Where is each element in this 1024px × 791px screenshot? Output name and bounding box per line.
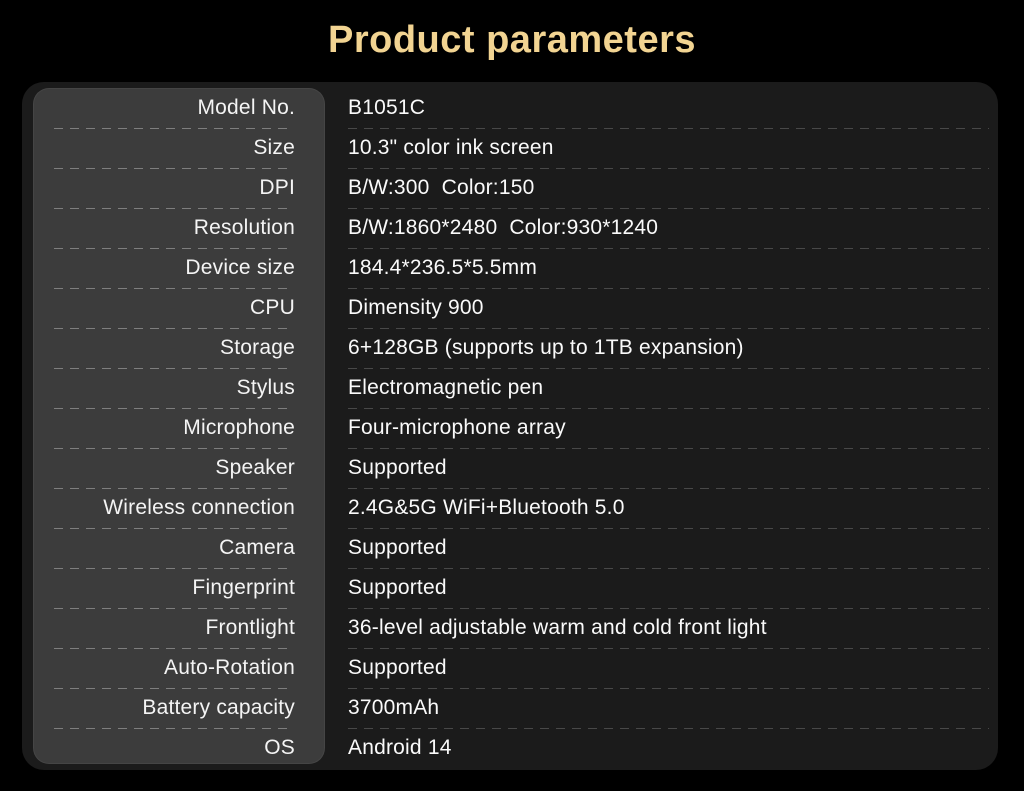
table-row <box>22 568 998 608</box>
row-value: Electromagnetic pen <box>348 376 544 399</box>
row-label: Fingerprint <box>192 576 295 599</box>
table-row <box>22 128 998 168</box>
row-label: Stylus <box>236 376 295 399</box>
table-row <box>22 488 998 528</box>
row-label: Device size <box>185 256 295 279</box>
table-row <box>22 288 998 328</box>
row-value: Dimensity 900 <box>348 296 484 319</box>
row-label: Size <box>253 136 295 159</box>
row-value: 3700mAh <box>348 696 440 719</box>
row-label: Auto-Rotation <box>163 656 295 679</box>
table-row <box>22 688 998 728</box>
table-row <box>22 408 998 448</box>
row-value: Supported <box>348 656 447 679</box>
row-value: 10.3" color ink screen <box>348 136 554 159</box>
row-label: Model No. <box>197 96 295 119</box>
page-title: Product parameters <box>327 19 696 61</box>
row-value: 2.4G&5G WiFi+Bluetooth 5.0 <box>348 496 625 519</box>
spec-table <box>22 88 998 768</box>
row-value: Four-microphone array <box>348 416 566 439</box>
row-value: Supported <box>348 456 447 479</box>
row-label: Resolution <box>193 216 295 239</box>
table-row <box>22 208 998 248</box>
row-label: Wireless connection <box>103 496 295 519</box>
table-row <box>22 248 998 288</box>
row-label: OS <box>264 736 295 759</box>
row-label: DPI <box>259 176 295 199</box>
row-value: Android 14 <box>348 736 452 759</box>
row-value: B/W:1860*2480 Color:930*1240 <box>348 216 659 239</box>
row-label: CPU <box>250 296 295 319</box>
row-value: Supported <box>348 536 447 559</box>
row-value: B/W:300 Color:150 <box>348 176 535 199</box>
table-row <box>22 88 998 128</box>
spec-card <box>22 82 998 770</box>
row-value: 36-level adjustable warm and cold front light <box>348 616 767 639</box>
row-value: B1051C <box>348 96 426 119</box>
table-row <box>22 608 998 648</box>
table-row <box>22 728 998 768</box>
table-row <box>22 168 998 208</box>
row-label: Storage <box>220 336 295 359</box>
row-label: Frontlight <box>205 616 295 639</box>
row-label: Battery capacity <box>142 696 295 719</box>
table-row <box>22 368 998 408</box>
table-row <box>22 328 998 368</box>
row-label: Speaker <box>215 456 295 479</box>
row-label: Microphone <box>183 416 295 439</box>
row-value: Supported <box>348 576 447 599</box>
row-value: 6+128GB (supports up to 1TB expansion) <box>348 336 744 359</box>
row-value: 184.4*236.5*5.5mm <box>348 256 538 279</box>
table-row <box>22 448 998 488</box>
row-label: Camera <box>219 536 295 559</box>
table-row <box>22 528 998 568</box>
table-row <box>22 648 998 688</box>
